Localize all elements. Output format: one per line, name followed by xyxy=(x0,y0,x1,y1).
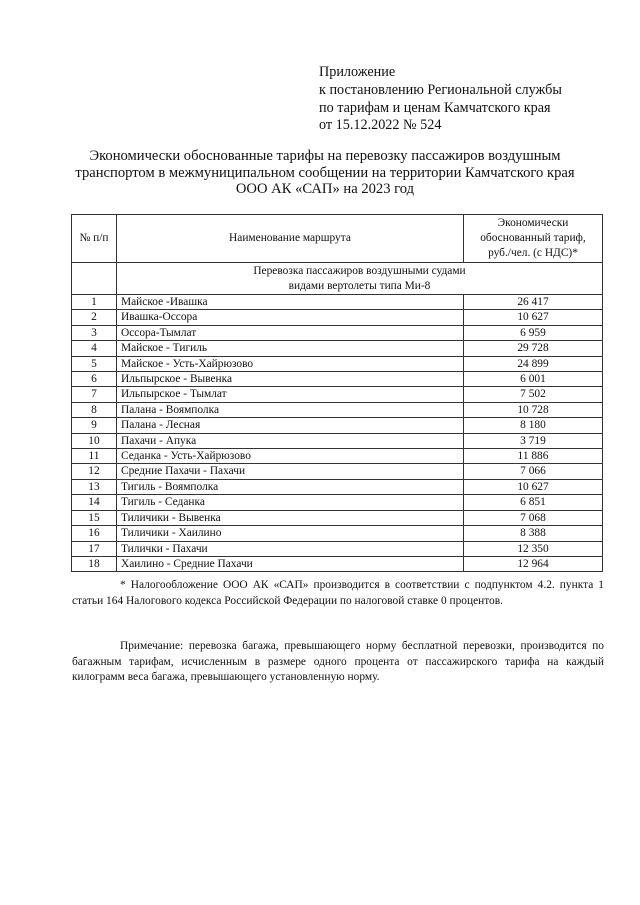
row-route-cell: Палана - Лесная xyxy=(117,418,464,433)
row-num-cell: 11 xyxy=(72,449,117,464)
row-tariff-cell: 24 899 xyxy=(464,356,603,371)
header-tariff-line-3: руб./чел. (с НДС)* xyxy=(488,247,578,259)
note: Примечание: перевозка багажа, превышающего норму бесплатной перевозки, производится по багажным тарифам, исчисленным в размере одного процента от пассажирского тарифа на каждый килограмм веса багажа, превышающего установленную норму. xyxy=(72,640,604,684)
row-tariff-cell: 3 719 xyxy=(464,433,603,448)
row-route-cell: Хаилино - Средние Пахачи xyxy=(117,556,464,571)
group-row xyxy=(72,263,603,295)
row-tariff-cell: 10 627 xyxy=(464,310,603,325)
table-row xyxy=(72,433,603,448)
row-route-cell: Майское - Усть-Хайрюзово xyxy=(117,356,464,371)
row-route-cell: Ивашка-Оссора xyxy=(117,310,464,325)
group-empty-cell xyxy=(72,263,117,295)
table-row xyxy=(72,495,603,510)
row-route-cell: Тиличики - Хаилино xyxy=(117,526,464,541)
row-num-cell: 18 xyxy=(72,556,117,571)
tariff-table xyxy=(71,214,603,572)
row-tariff-cell: 10 627 xyxy=(464,479,603,494)
table-header-row xyxy=(72,215,603,263)
header-num: № п/п xyxy=(72,215,117,263)
row-route-cell: Тиличики - Вывенка xyxy=(117,510,464,525)
row-tariff-cell: 8 388 xyxy=(464,526,603,541)
appendix-header xyxy=(319,64,619,135)
row-tariff-cell: 7 068 xyxy=(464,510,603,525)
row-tariff-cell: 10 728 xyxy=(464,402,603,417)
title-line-2: транспортом в межмуниципальном сообщении на территории Камчатского края xyxy=(75,164,575,181)
table-row xyxy=(72,372,603,387)
table-row xyxy=(72,325,603,340)
row-route-cell: Средние Пахачи - Пахачи xyxy=(117,464,464,479)
row-route-cell: Тигиль - Воямполка xyxy=(117,479,464,494)
row-tariff-cell: 6 851 xyxy=(464,495,603,510)
row-num-cell: 1 xyxy=(72,295,117,310)
row-route-cell: Пахачи - Апука xyxy=(117,433,464,448)
table-row xyxy=(72,449,603,464)
table-row xyxy=(72,479,603,494)
row-tariff-cell: 8 180 xyxy=(464,418,603,433)
appendix-line-4: от 15.12.2022 № 524 xyxy=(319,117,442,134)
row-route-cell: Майское - Тигиль xyxy=(117,341,464,356)
row-tariff-cell: 26 417 xyxy=(464,295,603,310)
row-route-cell: Палана - Воямполка xyxy=(117,402,464,417)
row-tariff-cell: 7 066 xyxy=(464,464,603,479)
row-route-cell: Седанка - Усть-Хайрюзово xyxy=(117,449,464,464)
row-route-cell: Майское -Ивашка xyxy=(117,295,464,310)
row-num-cell: 17 xyxy=(72,541,117,556)
table-row xyxy=(72,295,603,310)
row-tariff-cell: 6 959 xyxy=(464,325,603,340)
appendix-line-3: по тарифам и ценам Камчатского края xyxy=(319,99,551,116)
row-num-cell: 7 xyxy=(72,387,117,402)
table-row xyxy=(72,310,603,325)
group-label-line-2: видами вертолеты типа Ми-8 xyxy=(288,279,431,292)
table-row xyxy=(72,356,603,371)
row-route-cell: Оссора-Тымлат xyxy=(117,325,464,340)
document-title xyxy=(60,148,590,198)
header-route: Наименование маршрута xyxy=(117,215,464,263)
row-tariff-cell: 12 964 xyxy=(464,556,603,571)
row-num-cell: 16 xyxy=(72,526,117,541)
footnote: * Налогообложение ООО АК «САП» производится в соответствии с подпунктом 4.2. пункта 1 статьи 164 Налогового кодекса Российской Федерации по налоговой ставке 0 процентов. xyxy=(72,579,604,607)
row-tariff-cell: 12 350 xyxy=(464,541,603,556)
row-num-cell: 5 xyxy=(72,356,117,371)
table-row xyxy=(72,402,603,417)
row-num-cell: 13 xyxy=(72,479,117,494)
row-route-cell: Тигиль - Седанка xyxy=(117,495,464,510)
header-tariff-line-2: обоснованный тариф, xyxy=(480,232,586,244)
row-tariff-cell: 6 001 xyxy=(464,372,603,387)
table-row xyxy=(72,418,603,433)
row-num-cell: 9 xyxy=(72,418,117,433)
appendix-line-2: к постановлению Региональной службы xyxy=(319,81,562,98)
title-line-1: Экономически обоснованные тарифы на перевозку пассажиров воздушным xyxy=(89,148,561,164)
appendix-line-1: Приложение xyxy=(319,64,396,80)
row-num-cell: 12 xyxy=(72,464,117,479)
title-line-3: ООО АК «САП» на 2023 год xyxy=(235,181,415,198)
table-row xyxy=(72,464,603,479)
row-num-cell: 15 xyxy=(72,510,117,525)
row-route-cell: Ильпырское - Вывенка xyxy=(117,372,464,387)
row-num-cell: 14 xyxy=(72,495,117,510)
row-num-cell: 3 xyxy=(72,325,117,340)
row-tariff-cell: 7 502 xyxy=(464,387,603,402)
table-row xyxy=(72,387,603,402)
row-route-cell: Тилички - Пахачи xyxy=(117,541,464,556)
header-tariff xyxy=(464,215,603,263)
group-label-line-1: Перевозка пассажиров воздушными судами xyxy=(253,265,466,278)
table-row xyxy=(72,510,603,525)
row-num-cell: 4 xyxy=(72,341,117,356)
table-row xyxy=(72,341,603,356)
row-num-cell: 2 xyxy=(72,310,117,325)
table-row xyxy=(72,526,603,541)
header-tariff-line-1: Экономически xyxy=(497,217,569,229)
table-row xyxy=(72,541,603,556)
row-num-cell: 10 xyxy=(72,433,117,448)
table-row xyxy=(72,556,603,571)
row-num-cell: 6 xyxy=(72,372,117,387)
row-tariff-cell: 11 886 xyxy=(464,449,603,464)
group-label xyxy=(117,263,603,295)
row-num-cell: 8 xyxy=(72,402,117,417)
row-tariff-cell: 29 728 xyxy=(464,341,603,356)
row-route-cell: Ильпырское - Тымлат xyxy=(117,387,464,402)
